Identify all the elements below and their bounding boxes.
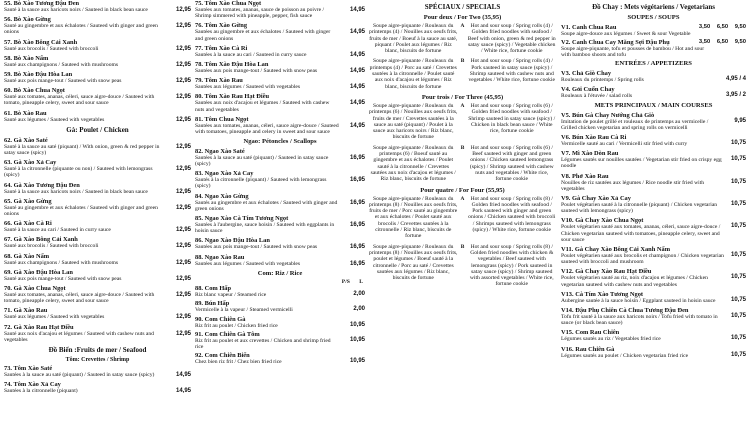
combo-option <box>369 103 556 141</box>
menu-item <box>561 346 746 359</box>
menu-item-price: 12,95 <box>175 166 191 173</box>
menu-item <box>195 215 365 234</box>
combo-french: Soupe aigre-piquante / Rouleaux du printemps (8) / Nouilles aux oeufs frits, fruits de mer / Porc sauté au gingembre et aux échalotes / Poulet sauté aux brocolis / Crevettes sautées à la citronnelle / Riz blanc, biscuits de fortune <box>369 195 458 240</box>
menu-item <box>195 331 365 350</box>
menu-item-price: 10,75 <box>730 335 746 342</box>
menu-item-name: 55. Bò Xào Tương Đậu Đen <box>4 0 80 7</box>
combo-option <box>369 58 556 89</box>
menu-item <box>561 268 746 287</box>
menu-item-name: 67. Gà Xào Bông Cải Xanh <box>4 236 78 244</box>
soups-header: SOUPES / SOUPS <box>627 14 680 21</box>
menu-item-price: 10,75 <box>730 156 746 163</box>
menu-item-price: 2,00 <box>353 306 365 313</box>
menu-item-price: 12,95 <box>175 275 191 282</box>
menu-item-price: 10,75 <box>730 274 746 281</box>
menu-item <box>4 159 191 178</box>
menu-column-1 <box>4 0 191 439</box>
menu-item-description: Sautées à la sauce au saté (piquant) / Sauteed in satay sauce (spicy) <box>195 154 329 167</box>
menu-item <box>4 381 191 394</box>
menu-item <box>4 39 191 52</box>
menu-item-name: 69. Gà Xào Đậu Hòa Lan <box>4 268 73 276</box>
menu-item <box>195 254 365 267</box>
for-three-header: Pour trois / For Three (45,95) <box>421 93 504 101</box>
chicken-section-header: Gà: Poulet / Chicken <box>66 125 129 134</box>
menu-item-description: Sauté à la sauce aux haricots noirs / Sauteed in black bean sauce <box>4 188 148 195</box>
menu-item-name: 58. Bò Xào Nấm <box>4 54 49 62</box>
menu-item-name: 88. Com Hấp <box>195 285 232 293</box>
menu-item <box>561 329 746 342</box>
menu-item-description: Sauté à la citronnelle (piquante ou non) / Sauteed with lemongrass (spicy) <box>4 166 153 179</box>
menu-item-name: 91. Com Chiên Gà Tôm <box>195 330 260 338</box>
menu-item <box>195 316 365 329</box>
menu-item-description: Soupe aigre-douce aux légumes / Sweet & sour Vegetable <box>561 30 691 37</box>
menu-item-price: 10,75 <box>730 251 746 258</box>
menu-item-description: Sautées aux tomates, ananas, sauce de poisson au poivre / Shrimp simmered with pineapple, pepper, fish sauce <box>195 7 325 20</box>
menu-item <box>561 24 746 37</box>
menu-item-price: 16,95 <box>349 221 365 228</box>
menu-item-price: 10,75 <box>730 312 746 319</box>
menu-item-price: 12,95 <box>175 259 191 266</box>
menu-item-description: Chez bien riz frit / Chez bien fried rice <box>195 359 282 366</box>
menu-item-name: V10. Gà Chay Xào Chua Ngọt <box>561 217 644 225</box>
menu-item-description: Nouilles de riz sautées aux légumes / Rice noodle stir fried with vegetables <box>561 179 705 192</box>
menu-item <box>4 285 191 304</box>
menu-item <box>4 87 191 106</box>
combo-english: Hot and sour soup / Spring rolls (6) / Beef sauteed with ginger and green onions / Chicken sauteed lemongrass (spicy) / Shrimp sauteed with cashew nuts and vegetables / White rice, fortune cookie <box>469 144 554 183</box>
menu-item <box>561 134 746 147</box>
menu-item-description: Poulet végétarien sauté aux brocolis et champignon / Chicken vegetarian sauteed with broccoli and mushroom <box>561 252 724 266</box>
menu-item <box>195 193 365 212</box>
menu-item <box>195 61 365 74</box>
menu-item-name: 86. Ngao Xào Đậu Hòa Lan <box>195 237 270 245</box>
menu-item-price: 10,95 <box>349 336 365 343</box>
menu-item <box>195 300 365 313</box>
combo-tag: B <box>460 58 465 65</box>
vegetarian-header: Đồ Chay : Mets végétariens / Vegetarians <box>592 3 715 11</box>
menu-item-description: Sautées au gingembre et aux échalotes / Sauteed with ginger and green onions <box>195 29 331 42</box>
menu-item-name: V8. Phở Xào Rau <box>561 172 609 180</box>
combo-option <box>369 145 556 183</box>
menu-item-description: Vermicelle à la vapeur / Steamed vermicelli <box>195 307 293 314</box>
menu-item <box>4 236 191 249</box>
specials-header: SPÉCIAUX / SPECIALS <box>424 3 501 11</box>
menu-item-description: Rouleaux à l'étuvée / salad rolls <box>561 92 633 99</box>
menu-item <box>195 22 365 41</box>
menu-item-description: Sautés à la citronnelle (piquant) / Sauteed with lemongrass (spicy) <box>195 177 327 190</box>
menu-item-price: 12,95 <box>175 23 191 30</box>
menu-item <box>4 71 191 84</box>
menu-item-name: V13. Cà Tím Xào Tương Ngọt <box>561 290 644 298</box>
menu-item-price: 16,95 <box>349 177 365 184</box>
menu-item-description: Sauté à la sauce au saté (piquant) / With onion, green & red pepper in satay sauce (spicy) <box>4 143 160 157</box>
menu-item-price: 9,95 <box>734 117 746 124</box>
menu-column-specials <box>369 0 556 439</box>
menu-item <box>561 39 746 58</box>
menu-item <box>561 70 746 83</box>
menu-item-price: 12,95 <box>175 243 191 250</box>
menu-item-description: Sautées aux pois mange-tout / Sauteed with snow peas <box>195 244 318 251</box>
combo-french: Soupe aigre-piquante / Rouleaux du printemps (6) / Boeuf sauté au gingembre et aux échalotes / Poulet sauté à la citronnelle / Crevettes sautées aux noix d'acajou et légumes / Riz blanc, biscuits de fortune <box>370 144 456 183</box>
menu-item-price: 12,95 <box>175 7 191 13</box>
menu-item-description: Sauté aux pois mange-tout / Sauteed with snow peas <box>4 78 122 85</box>
combo-tag: B <box>460 144 465 151</box>
menu-item-name: 85. Ngao Xào Cà Tím Tương Ngọt <box>195 214 289 222</box>
menu-item <box>4 0 191 13</box>
menu-item-price: 14,95 <box>175 372 191 379</box>
menu-item <box>195 237 365 250</box>
combo-tag: A <box>460 23 465 29</box>
menu-item-description: Légumes sautés sur nouilles sautées / Vegetarian stir fried on crispy egg noodle <box>561 157 722 170</box>
menu-item-price: 12,95 <box>175 188 191 195</box>
menu-item-description: Poulet végétarien sauté au riz, noix d'acajou et légumes / Chicken vegetarian sauteed with cashew nuts and vegetables <box>561 275 708 288</box>
menu-item-price: 12,95 <box>175 314 191 321</box>
menu-column-vegetarian <box>561 0 746 439</box>
menu-item-price: 14,95 <box>349 29 365 36</box>
menu-item-description: Vermicelle sauté au cari / Vermicelli stir fried with curry <box>561 140 688 147</box>
menu-item-description: Poulet végétarien sauté aux tomates, ananas, céleri, sauce aigre-douce / Chicken vegetarian sauteed with tomatoes, pineapple celery, sweet and sour sauce <box>561 224 721 243</box>
menu-item <box>4 198 191 217</box>
menu-item-name: 80. Tôm Xào Rau Hạt Điều <box>195 93 270 101</box>
menu-item <box>195 352 365 365</box>
menu-item-description: Sauté aux brocolis / Sauteed with broccoli <box>4 45 99 52</box>
menu-item <box>4 137 191 156</box>
menu-item-price: 10,75 <box>730 139 746 146</box>
for-two-header: Pour deux / For Two (35,95) <box>423 14 502 21</box>
menu-item-name: 84. Ngao Xào Gừng <box>195 192 249 200</box>
menu-item-description: Sautées à la sauce au saté (piquant) / Sauteed in satay sauce (spicy) <box>4 372 155 379</box>
menu-item-description: Riz blanc vapeur / Steamed rice <box>195 292 267 299</box>
menu-item <box>561 307 746 326</box>
menu-item <box>4 55 191 68</box>
menu-item <box>195 285 365 298</box>
menu-item-price: 12,95 <box>175 116 191 123</box>
menu-item-description: Aubergine sautée à la sauce hoisin / Eggplant sauteed in hoisin sauce <box>561 297 716 304</box>
menu-item-price: 12,95 <box>175 61 191 68</box>
menu-item-description: Rouleaux du printemps / Spring rolls <box>561 76 644 83</box>
menu-item <box>195 93 365 112</box>
menu-column-2 <box>195 0 365 439</box>
menu-item <box>561 291 746 304</box>
menu-item-description: Riz frit au poulet / Chicken fried rice <box>195 322 278 329</box>
menu-item-name: 75. Tôm Xào Chua Ngọt <box>195 0 262 7</box>
menu-item-name: 65. Gà Xào Gừng <box>4 197 52 205</box>
menu-item-name: 61. Bò Xào Rau <box>4 109 47 117</box>
menu-item <box>561 217 746 243</box>
menu-item-description: Sautées aux pois mange-tout / Sauteed with snow peas <box>195 68 318 75</box>
menu-item-name: V16. Rau Chiên Gà <box>561 345 615 353</box>
menu-item-price: 12,95 <box>175 94 191 101</box>
menu-item-name: V9. Gà Chay Xào Xả Cay <box>561 194 631 202</box>
scallops-section-header: Ngao: Pétoncles / Scallops <box>243 138 317 146</box>
menu-item-name: 56. Bò Xào Gừng <box>4 16 51 24</box>
menu-item-description: Imitation de poulet grillé et rouleaux de printemps au vermicelle / Grilled chicken vegetarian and spring rolls on vermicelli <box>561 118 709 131</box>
menu-item-name: V2. Canh Chua Cay Măng Sợi Đậu Phụ <box>561 38 670 46</box>
menu-item-name: V6. Bún Xào Rau Cà Ri <box>561 133 627 141</box>
menu-item <box>561 150 746 169</box>
menu-item-price: 12,95 <box>175 292 191 299</box>
menu-item-price: 10,75 <box>730 223 746 230</box>
menu-item <box>195 116 365 135</box>
menu-item-description: Légumes sautés au poulet / Chicken vegetarian fried rice <box>561 352 689 359</box>
menu-item-description: Sautées à l'aubergine, sauce hoisin / Sauteed with eggplants in hoisin sauce <box>195 221 335 235</box>
menu-item-description: Poulet végétarien sauté à la citronnelle (piquant) / Chicken vegetarian sauteed with lemongrass (spicy) <box>561 201 718 215</box>
menu-item-name: 83. Ngao Xào Xả Cay <box>195 170 254 178</box>
menu-item-name: 89. Bún Hấp <box>195 300 230 308</box>
menu-item <box>561 112 746 131</box>
combo-english: Hot and sour soup / Spring rolls (6) / Golden fried noodles with seafood / Shrimp sauteed in satay sauce (spicy) / Chicken in black bean sauce / White rice, fortune cookie <box>468 102 556 135</box>
menu-item <box>561 173 746 192</box>
combo-tag: B <box>460 243 465 250</box>
menu-item-name: 71. Gà Xào Rau <box>4 307 48 315</box>
menu-item-description: Sauté à la sauce au cari / Sauteed in curry sauce <box>4 227 111 234</box>
menu-item-description: Soupe aigre-piquante, tofu et pousses de bambou / Hot and sour with bamboo shoots and tofu <box>561 45 705 58</box>
menu-item-description: Sauté au gingembre et aux échalotes / Sauteed with ginger and green onions <box>4 204 158 218</box>
menu-item-name: 63. Gà Xào Xả Cay <box>4 159 57 167</box>
menu-item <box>195 0 365 19</box>
menu-item-price: 16,95 <box>349 260 365 267</box>
menu-item-price: 12,95 <box>175 143 191 150</box>
menu-item-description: Sauté aux champignons / Sauteed with mushrooms <box>4 61 119 68</box>
for-four-header: Pour quatre / For Four (55,95) <box>420 186 505 194</box>
menu-item-name: V15. Com Rau Chiên <box>561 329 620 337</box>
menu-item-price: 14,95 <box>349 100 365 107</box>
menu-item-name: 62. Gà Xào Saté <box>4 136 48 144</box>
menu-item-price: 14,95 <box>175 388 191 395</box>
menu-item-name: V7. Mì Xào Dòn Rau <box>561 150 619 158</box>
combo-french: Soupe aigre-piquante / Rouleaux du printemps (8) / Nouilles aux oeufs frits, poulet et légumes / Boeuf sauté à la citronnelle / Porc au saté / Crevettes sautées aux légumes / Riz blanc, biscuits de fortune <box>369 243 458 282</box>
menu-item <box>561 86 746 99</box>
menu-item-name: 74. Tôm Xào Xả Cay <box>4 381 61 389</box>
menu-item-name: 72. Gà Xào Rau Hạt Điều <box>4 323 74 331</box>
menu-item-price: 16,95 <box>349 154 365 161</box>
combo-english: Hot and sour soup / Spring rolls (8) / Golden fried noodles with seafood / Pork sauteed with ginger and green onions / Chicken sauteed with broccoli / Shrimps sauteed with lemongrass (spicy) / White rice, fortune cookie <box>468 195 556 234</box>
menu-item-description: Sauté aux noix d'acajou et légumes / Sauteed with cashew nuts and vegetables <box>4 330 154 343</box>
menu-item-name: 59. Bò Xào Đậu Hòa Lan <box>4 71 73 79</box>
menu-item-price: 16,95 <box>349 244 365 251</box>
combo-option <box>369 196 556 240</box>
menu-item-name: 88. Ngao Xào Rau <box>195 253 245 261</box>
mains-header: METS PRINCIPAUX / MAIN COURSES <box>594 102 713 110</box>
menu-item-description: Tofu frit sauté à la sauce aux haricots noirs / Tofu fried with tomato in sauce (or black bean sauce) <box>561 313 718 327</box>
menu-item-name: V11. Gà Chay Xào Bông Cải Xanh Nấm <box>561 245 671 253</box>
menu-item <box>4 324 191 343</box>
menu-item-price: 10,75 <box>730 351 746 358</box>
menu-item <box>561 195 746 214</box>
menu-item <box>195 45 365 58</box>
menu-item-price: 10,75 <box>730 296 746 303</box>
combo-french: Soupe aigre-piquante / Rouleaux du printemps (4) / Porc au saté / Crevettes sautées à la citronnelle / Poulet sauté aux noix d'acajou et légumes / Riz blanc, biscuits de fortune <box>369 58 457 90</box>
menu-item-name: 92. Com Chiên Biển <box>195 352 250 360</box>
menu-item-name: 81. Tôm Chua Ngọt <box>195 115 249 123</box>
menu-item-name: 78. Tôm Xào Đậu Hòa Lan <box>195 61 269 69</box>
menu-item-price: 12,95 <box>175 78 191 85</box>
menu-item-price: 3,95 / 2 <box>725 91 746 98</box>
menu-item-price: 3,50 6,50 9,50 <box>698 23 746 30</box>
menu-item-price: 14,95 <box>349 7 365 13</box>
menu-item-name: V4. Gỏi Cuốn Chay <box>561 85 615 93</box>
menu-item-name: 70. Gà Xào Chua Ngọt <box>4 285 66 293</box>
combo-option <box>369 244 556 288</box>
menu-item-description: Sautés au gingembre et aux échalotes / Sauteed with ginger and green onions <box>195 199 338 212</box>
menu-item-description: Sautées à la citronnelle (piquant) <box>4 388 78 395</box>
combo-tag: A <box>460 195 465 202</box>
menu-item-price: 16,95 <box>349 199 365 206</box>
menu-item-name: 90. Com Chiên Gà <box>195 315 246 323</box>
menu-item-name: 57. Bò Xào Bông Cải Xanh <box>4 38 78 46</box>
menu-item-description: Sauté au gingembre et aux échalotes / Sauteed with ginger and green onions <box>4 23 158 36</box>
menu-item <box>4 220 191 233</box>
menu-item <box>195 148 365 167</box>
rice-size-labels: P/S L <box>341 279 363 286</box>
menu-item-name: V12. Gà Chay Xào Rau Hạt Điều <box>561 268 652 276</box>
menu-item-price: 2,00 <box>353 291 365 298</box>
menu-item-name: V5. Bún Gà Chay Nướng Chả Giò <box>561 111 655 119</box>
menu-item-name: 79. Tôm Xào Rau <box>195 77 243 85</box>
menu-item-description: Sauté aux tomates, ananas, céleri, sauce aigre-douce / Sauteed with tomato, pineapple celery, sweet and sour sauce <box>4 94 155 107</box>
menu-item-price: 10,95 <box>349 358 365 365</box>
menu-item-price: 4,95 / 4 <box>725 75 746 82</box>
combo-english: Hot and sour soup / Spring rolls (8) / Golden fried noodles with chicken & vegetables / Beef sauteed with lemongrass (spicy) / Pork sauteed in satay sauce (spicy) / Shrimp sauteed with assorted vegetables / White rice, fortune cookie <box>469 243 554 288</box>
menu-item <box>195 77 365 90</box>
menu-item-price: 14,95 <box>349 122 365 129</box>
menu-item <box>4 307 191 320</box>
menu-item-description: Légumes sautés au riz / Vegetables fried rice <box>561 336 661 343</box>
menu-item-price: 3,50 6,50 9,50 <box>698 38 746 45</box>
combo-french: Soupe aigre-piquante / Rouleaux du printemps (4) / Nouilles aux oeufs frits, fruits de mer / Boeuf à la sauce au saté, piquant / Poulet aux légumes / Riz blanc, biscuits de fortune <box>369 23 458 55</box>
menu-item-price: 12,95 <box>175 45 191 52</box>
menu-item-price: 10,95 <box>349 321 365 328</box>
combo-tag: A <box>460 102 465 109</box>
menu-item <box>4 365 191 378</box>
menu-item-name: 73. Tôm Xào Saté <box>4 365 53 373</box>
menu-item-price: 10,75 <box>730 178 746 185</box>
menu-item-description: Sauté aux légumes / Sauteed with vegetables <box>4 116 105 123</box>
menu-item-description: Sautées aux légumes / Sauteed with vegetables <box>195 260 301 267</box>
menu-item-description: Riz frit au poulet et aux crevettes / Chicken and shrimp fried rice <box>195 337 331 351</box>
menu-item-name: 60. Bò Xào Chua Ngọt <box>4 87 65 95</box>
menu-item-price: 12,95 <box>175 330 191 337</box>
menu-item-price: 14,95 <box>349 84 365 91</box>
rice-section-header: Com: Riz / Rice <box>257 269 303 277</box>
combo-option <box>369 23 556 54</box>
menu-item-name: V3. Chả Giò Chay <box>561 69 612 77</box>
combo-french: Soupe aigre-piquante / Rouleaux du printemps (6) / Nouilles aux oeufs frits, fruits de mer / Crevettes sautées à la sauce au saté (piquant) / Poulet à la sauce aux haricots noirs / Riz blanc, biscuits de fortune <box>369 102 458 141</box>
menu-item <box>4 269 191 282</box>
menu-item-description: Sauté aux pois mange-tout / Sauteed with snow peas <box>4 275 122 282</box>
menu-item-name: 76. Tôm Xào Gừng <box>195 22 248 30</box>
menu-item-price: 10,75 <box>730 200 746 207</box>
menu-item-description: Sautées aux noix d'acajou et légumes / Sauteed with cashew nuts and vegetables <box>195 100 330 113</box>
combo-english: Hot and sour soup / Spring rolls (4) / Golden fried noodles with seafood / Beef with onion, green & red pepper in satay sauce (spicy) / Vegetable chicken / White rice, fortune cookie <box>467 23 556 55</box>
menu-item-price: 12,95 <box>175 204 191 211</box>
seafood-section-header: Đồ Biển :Fruits de mer / Seafood <box>48 346 147 355</box>
menu-item-description: Sauté aux tomates, ananas, céleri, sauce aigre-douce / Sauteed with tomato, pineapple celery, sweet and sour sauce <box>4 292 155 305</box>
menu-item <box>561 246 746 265</box>
menu-item-name: 64. Gà Xào Tương Đậu Đen <box>4 181 80 189</box>
menu-item <box>4 253 191 266</box>
menu-item-name: 77. Tôm Xào Cà Ri <box>195 44 248 52</box>
menu-item-name: 82. Ngao Xào Saté <box>195 147 245 155</box>
menu-item <box>4 16 191 35</box>
menu-item-price: 12,95 <box>175 227 191 234</box>
shrimp-section-header: Tôm: Crevettes / Shrimp <box>65 357 130 364</box>
menu-item <box>4 182 191 195</box>
menu-item-description: Sautées aux légumes / Sauteed with vegetables <box>195 84 301 91</box>
menu-item-price: 14,95 <box>349 51 365 58</box>
menu-item-description: Sauté aux légumes / Sauteed with vegetables <box>4 314 105 321</box>
menu-item-description: Sautées aux tomates, ananas, céleri, sauce aigre-douce / Sauteed with tomatoes, pineapple and celery in sweet and sour sauce <box>195 122 339 136</box>
menu-item <box>195 170 365 189</box>
menu-item-name: 68. Gà Xào Nấm <box>4 252 50 260</box>
menu-item-description: Sauté à la sauce aux haricots noirs / Sauteed in black bean sauce <box>4 7 148 13</box>
menu-item-name: 66. Gà Xào Cà Ri <box>4 220 52 228</box>
combo-english: Hot and sour soup / Spring rolls (4) / Pork sauteed in satay sauce (spicy) / Shrimp sauteed with cashew nuts and vegetables / White rice, fortune cookie <box>468 58 556 84</box>
menu-item-description: Sauté aux brocolis / Sauteed with broccoli <box>4 243 99 250</box>
menu-item-name: V1. Canh Chua Rau <box>561 23 617 31</box>
menu-item-name: V14. Đậu Phụ Chiên Cà Chua Tương Đậu Đen <box>561 306 689 314</box>
menu-item-price: 14,95 <box>349 68 365 75</box>
entrees-header: ENTRÉES / APPETIZERS <box>615 60 692 68</box>
menu-item <box>4 110 191 123</box>
menu-item-description: Sauté aux champignons / Sauteed with mushrooms <box>4 259 119 266</box>
menu-item-description: Sautées à la sauce au cari / Sauteed in curry sauce <box>195 51 307 58</box>
